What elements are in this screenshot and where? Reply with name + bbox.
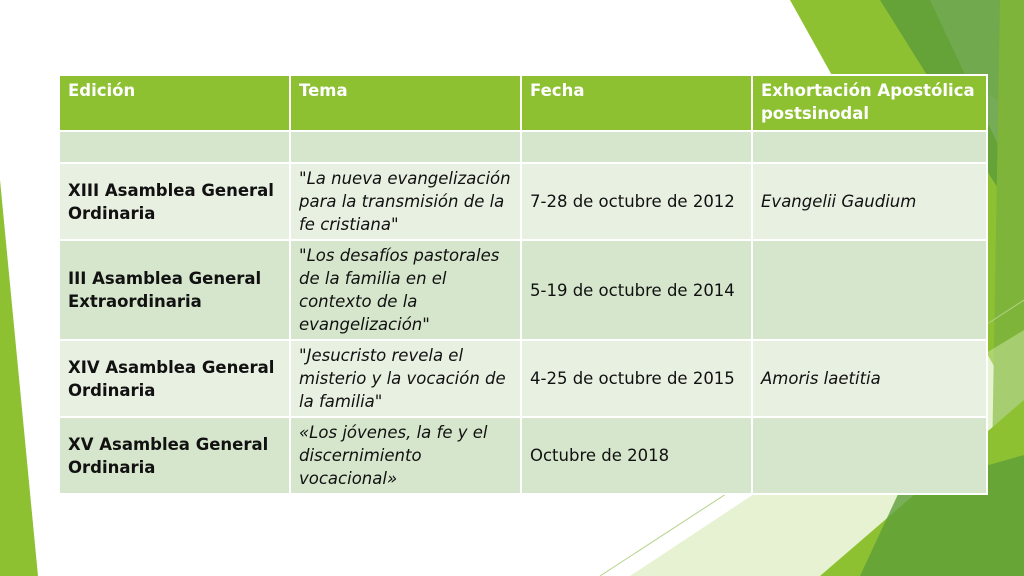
cell-edicion: XIII Asamblea General Ordinaria [59,163,290,240]
header-exhortacion: Exhortación Apostólica postsinodal [752,75,987,131]
cell-edicion: III Asamblea General Extraordinaria [59,240,290,340]
cell-fecha: 4-25 de octubre de 2015 [521,340,752,417]
left-green-stripe [0,180,38,576]
cell-edicion: XIV Asamblea General Ordinaria [59,340,290,417]
cell-exhortacion [752,240,987,340]
cell-tema: "Los desafíos pastorales de la familia en el contexto de la evangelización" [290,240,521,340]
header-fecha: Fecha [521,75,752,131]
cell-fecha: Octubre de 2018 [521,417,752,494]
cell-fecha [521,131,752,163]
cell-exhortacion: Amoris laetitia [752,340,987,417]
header-tema: Tema [290,75,521,131]
cell-tema: "Jesucristo revela el misterio y la vocación de la familia" [290,340,521,417]
cell-exhortacion [752,131,987,163]
table-row [59,340,987,417]
table-row-empty [59,131,987,163]
cell-edicion [59,131,290,163]
cell-tema: «Los jóvenes, la fe y el discernimiento vocacional» [290,417,521,494]
table-row [59,240,987,340]
cell-tema: "La nueva evangelización para la transmisión de la fe cristiana" [290,163,521,240]
table-row [59,417,987,494]
cell-fecha: 7-28 de octubre de 2012 [521,163,752,240]
cell-edicion: XV Asamblea General Ordinaria [59,417,290,494]
synod-table [58,74,988,495]
table-row [59,163,987,240]
header-edicion: Edición [59,75,290,131]
cell-fecha: 5-19 de octubre de 2014 [521,240,752,340]
cell-exhortacion: Evangelii Gaudium [752,163,987,240]
cell-tema [290,131,521,163]
cell-exhortacion [752,417,987,494]
table-header-row [59,75,987,131]
